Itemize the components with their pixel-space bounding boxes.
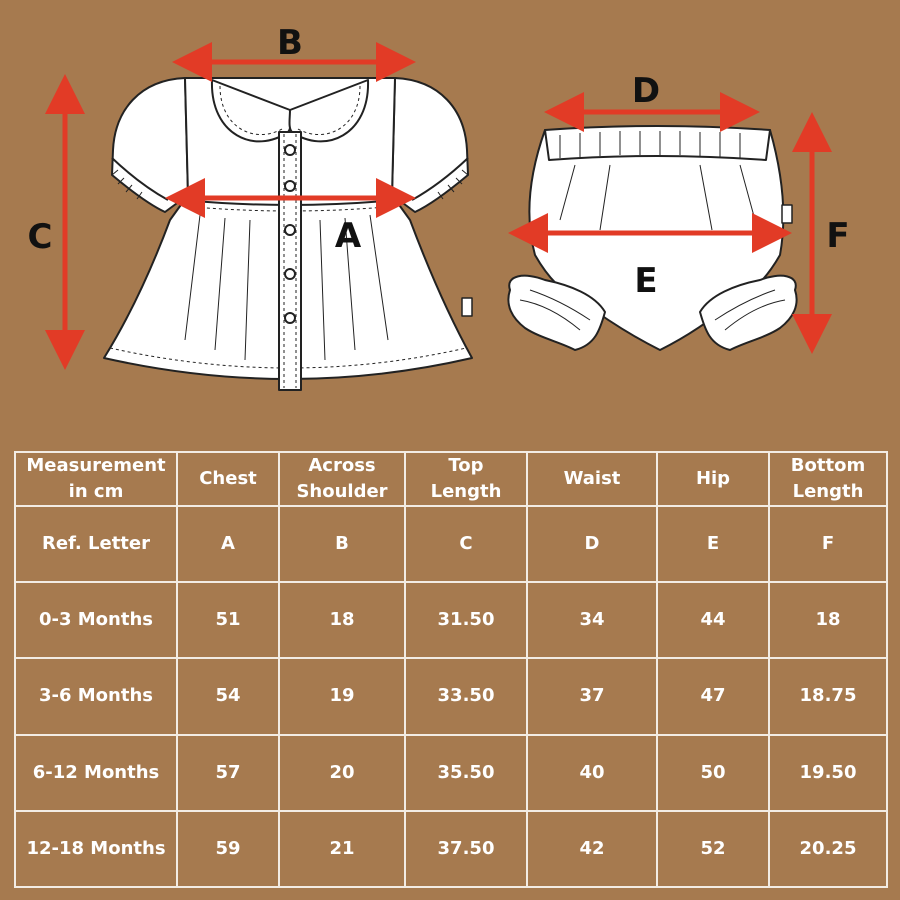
table-row: [15, 811, 887, 887]
table-cell: 52: [657, 811, 769, 887]
table-row: [15, 582, 887, 658]
table-cell: A: [177, 506, 279, 582]
label-b: B: [277, 23, 303, 63]
table-cell: B: [279, 506, 405, 582]
table-cell: 37.50: [405, 811, 527, 887]
header-waist: Waist: [527, 452, 657, 506]
header-across-shoulder: Across Shoulder: [279, 452, 405, 506]
table-cell: 18: [279, 582, 405, 658]
table-cell: 59: [177, 811, 279, 887]
table-cell: D: [527, 506, 657, 582]
table-cell: 18.75: [769, 658, 887, 734]
table-cell: 20: [279, 735, 405, 811]
size-chart-table: [14, 451, 888, 888]
table-cell: 20.25: [769, 811, 887, 887]
table-cell: 3-6 Months: [15, 658, 177, 734]
table-cell: 37: [527, 658, 657, 734]
table-cell: 31.50: [405, 582, 527, 658]
table-cell: 44: [657, 582, 769, 658]
size-diagram: [0, 0, 900, 420]
header-top-length: Top Length: [405, 452, 527, 506]
table-cell: 21: [279, 811, 405, 887]
header-hip: Hip: [657, 452, 769, 506]
table-cell: F: [769, 506, 887, 582]
label-e: E: [634, 261, 658, 301]
label-d: D: [631, 71, 661, 111]
table-row: [15, 506, 887, 582]
table-cell: 18: [769, 582, 887, 658]
table-cell: 19.50: [769, 735, 887, 811]
label-a: A: [334, 216, 362, 256]
table-cell: 50: [657, 735, 769, 811]
header-measurement: Measurement in cm: [15, 452, 177, 506]
header-bottom-length: Bottom Length: [769, 452, 887, 506]
table-cell: 47: [657, 658, 769, 734]
header-row: [15, 452, 887, 506]
table-cell: 19: [279, 658, 405, 734]
table-cell: 40: [527, 735, 657, 811]
table-cell: 6-12 Months: [15, 735, 177, 811]
table-cell: 57: [177, 735, 279, 811]
dress-illustration: [104, 78, 472, 390]
table-cell: 12-18 Months: [15, 811, 177, 887]
label-f: F: [826, 216, 850, 256]
table-cell: Ref. Letter: [15, 506, 177, 582]
table-cell: E: [657, 506, 769, 582]
table-row: [15, 735, 887, 811]
table-cell: 54: [177, 658, 279, 734]
table-cell: 33.50: [405, 658, 527, 734]
table-cell: 51: [177, 582, 279, 658]
label-c: C: [27, 217, 53, 257]
header-chest: Chest: [177, 452, 279, 506]
table-cell: 35.50: [405, 735, 527, 811]
bloomers-illustration: [508, 126, 796, 350]
table-cell: 0-3 Months: [15, 582, 177, 658]
table-row: [15, 658, 887, 734]
table-cell: 42: [527, 811, 657, 887]
table-cell: 34: [527, 582, 657, 658]
table-cell: C: [405, 506, 527, 582]
